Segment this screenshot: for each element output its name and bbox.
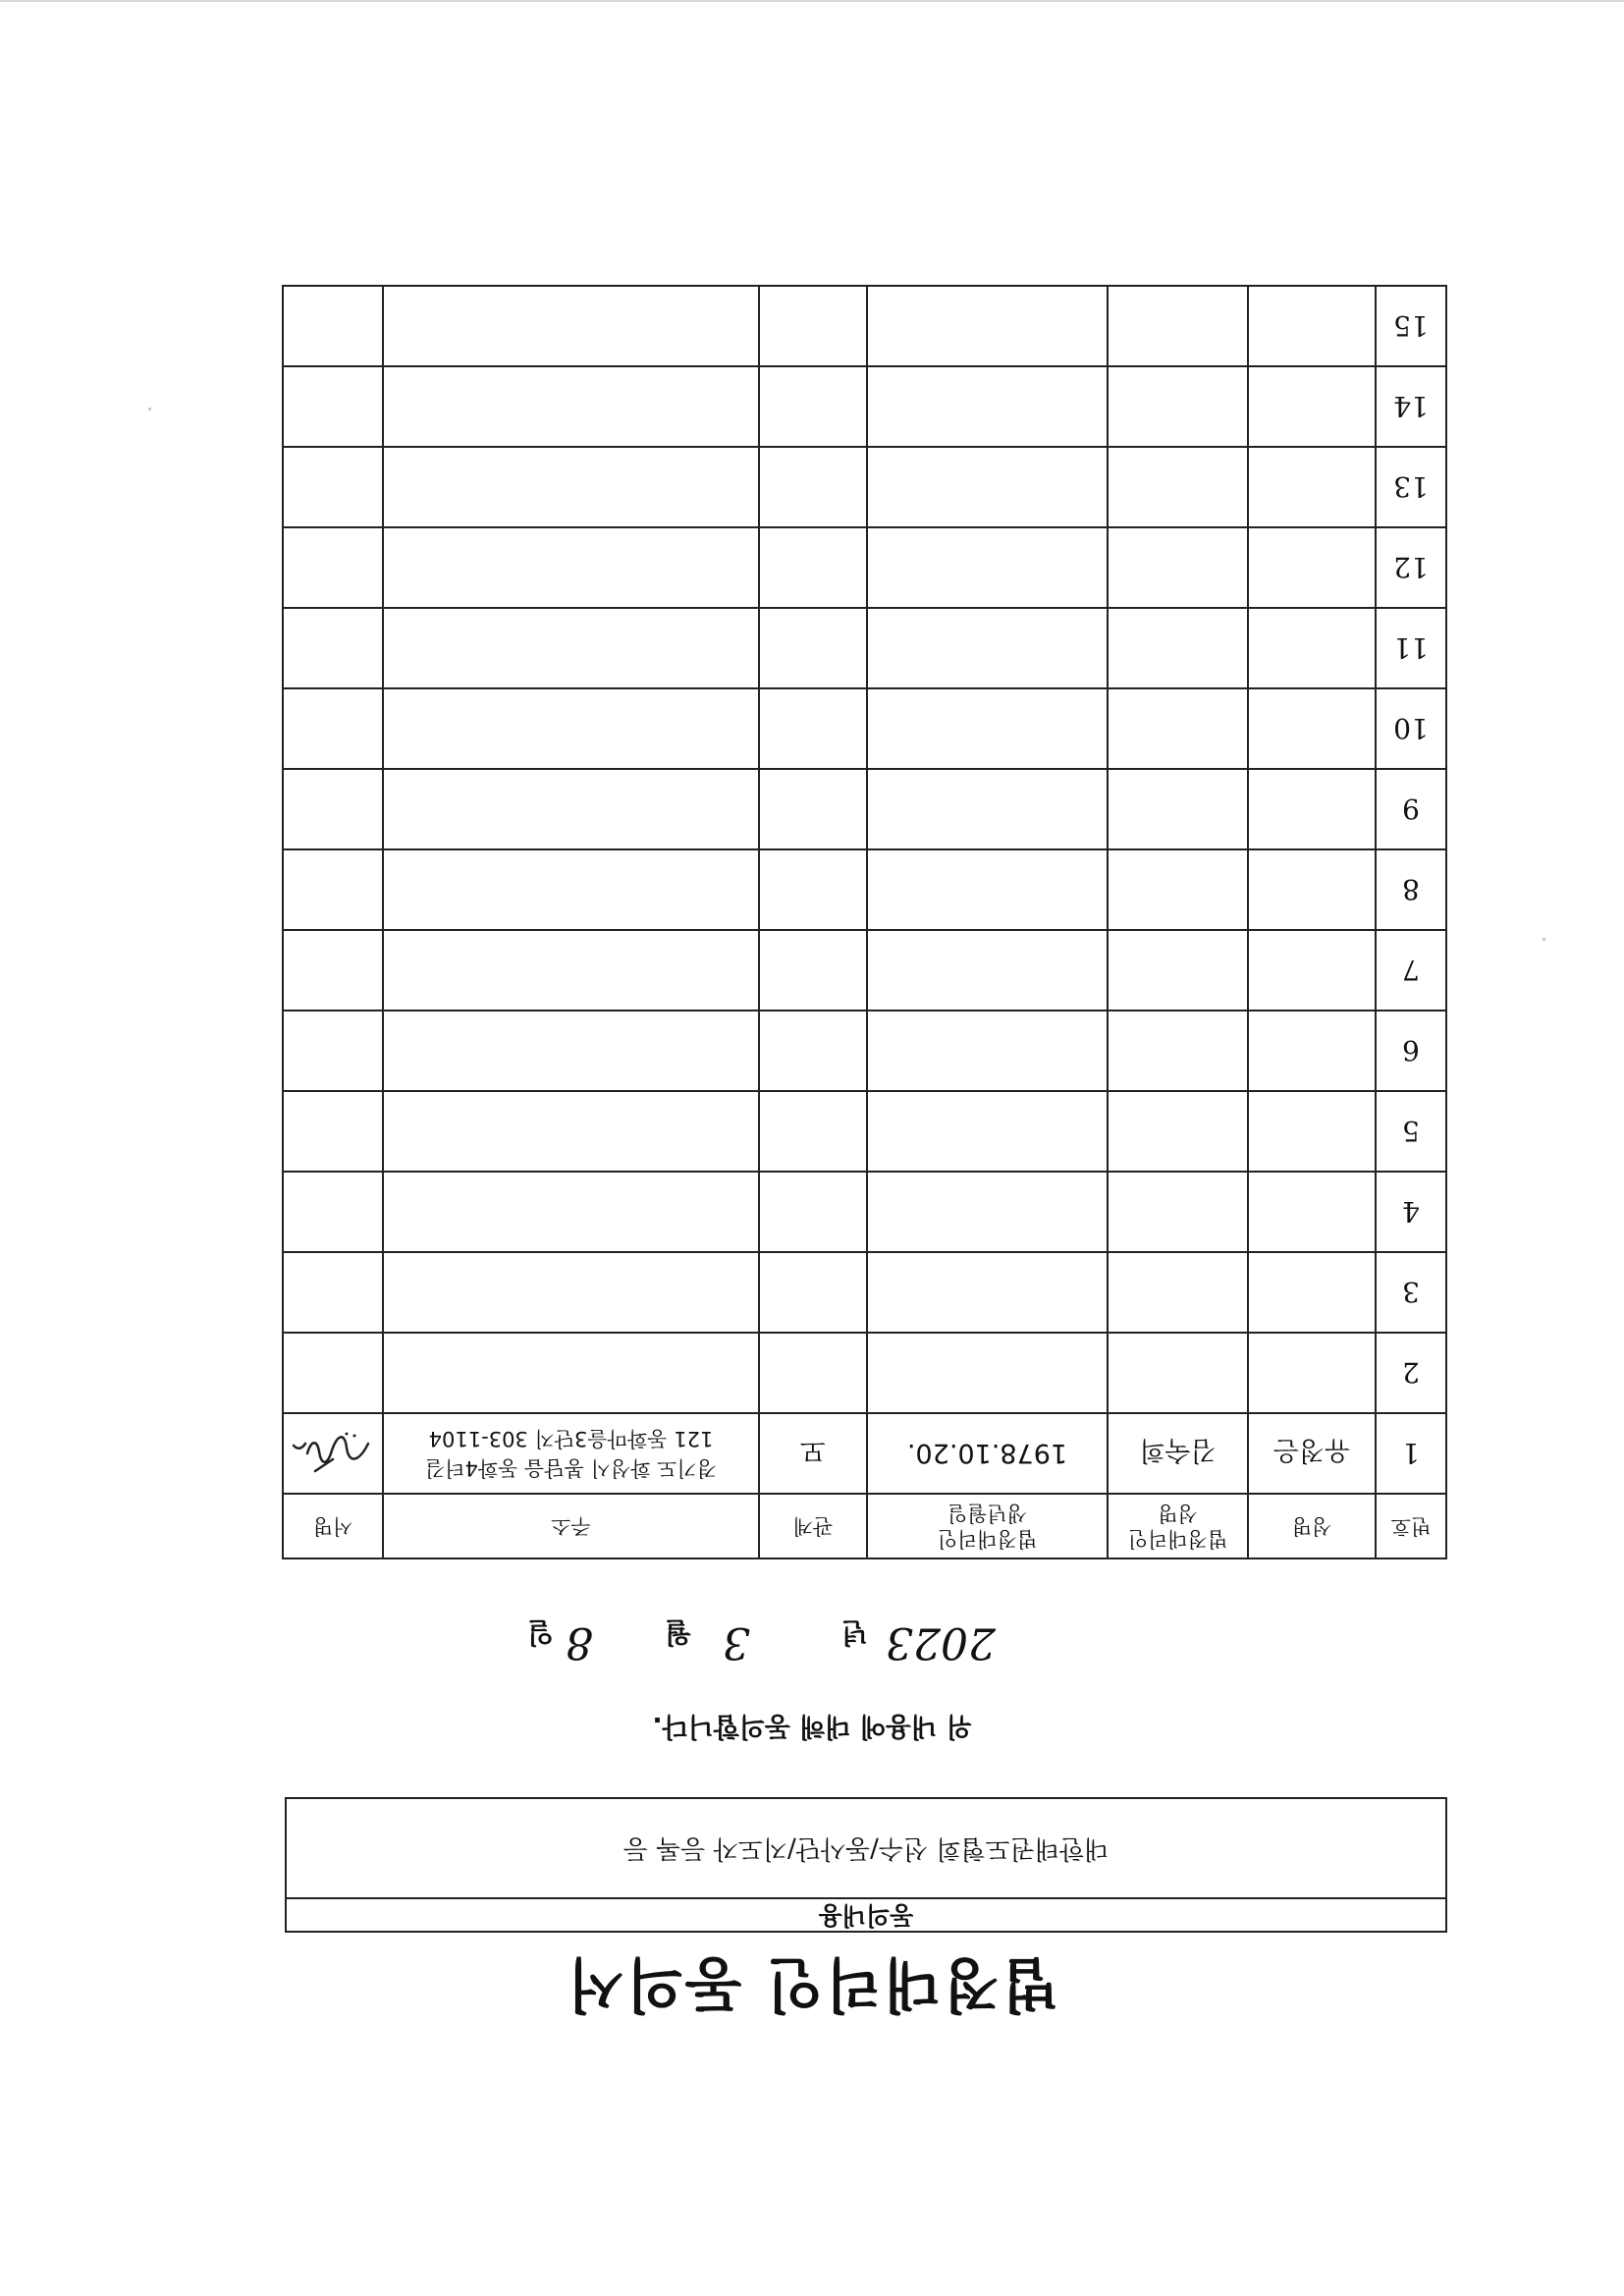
header-signature: 서명	[283, 1494, 383, 1558]
cell-no: 15	[1376, 286, 1446, 366]
cell-no: 3	[1376, 1252, 1446, 1333]
cell-name	[1248, 447, 1376, 527]
cell-signature	[283, 1091, 383, 1172]
cell-guardian-birth	[867, 527, 1108, 608]
cell-address	[383, 447, 759, 527]
cell-relation	[759, 1091, 867, 1172]
cell-name	[1248, 930, 1376, 1011]
cell-signature	[283, 286, 383, 366]
cell-no: 4	[1376, 1172, 1446, 1252]
cell-name	[1248, 1091, 1376, 1172]
cell-guardian-name	[1108, 930, 1248, 1011]
cell-no: 14	[1376, 366, 1446, 447]
cell-guardian-birth	[867, 769, 1108, 849]
header-no: 번호	[1376, 1494, 1446, 1558]
cell-guardian-birth	[867, 1333, 1108, 1413]
cell-guardian-name	[1108, 608, 1248, 688]
cell-address	[383, 1011, 759, 1091]
consent-box	[285, 1797, 1447, 1933]
cell-relation	[759, 849, 867, 930]
table-row	[283, 1011, 1446, 1091]
address-line1: 경기도 화성시 봉담읍 동화4터길	[424, 1456, 718, 1480]
cell-name	[1248, 1252, 1376, 1333]
table-body	[283, 286, 1446, 1494]
cell-address	[383, 286, 759, 366]
cell-guardian-birth: 1978.10.20.	[867, 1413, 1108, 1494]
cell-guardian-birth	[867, 1011, 1108, 1091]
header-guardian-birth	[867, 1494, 1108, 1558]
cell-name	[1248, 688, 1376, 769]
document-title: 법정대리인 동의서	[565, 1949, 1059, 2018]
cell-guardian-name	[1108, 849, 1248, 930]
cell-guardian-name	[1108, 1091, 1248, 1172]
cell-name	[1248, 769, 1376, 849]
table-row	[283, 688, 1446, 769]
cell-no: 10	[1376, 688, 1446, 769]
cell-guardian-name	[1108, 1011, 1248, 1091]
cell-relation	[759, 1011, 867, 1091]
cell-guardian-birth	[867, 366, 1108, 447]
cell-guardian-birth	[867, 930, 1108, 1011]
table-row	[283, 769, 1446, 849]
cell-address	[383, 366, 759, 447]
cell-no: 5	[1376, 1091, 1446, 1172]
cell-guardian-birth	[867, 1252, 1108, 1333]
cell-no: 13	[1376, 447, 1446, 527]
cell-relation	[759, 769, 867, 849]
cell-relation	[759, 608, 867, 688]
date-month: 3	[723, 1617, 750, 1667]
cell-guardian-birth	[867, 849, 1108, 930]
agreement-text: 위 내용에 대해 동의합니다.	[652, 1711, 972, 1741]
table-row	[283, 447, 1446, 527]
cell-signature	[283, 447, 383, 527]
header-guardian-birth-line1: 법정대리인	[937, 1527, 1038, 1551]
cell-guardian-birth	[867, 1091, 1108, 1172]
cell-signature	[283, 1413, 383, 1494]
cell-signature	[283, 849, 383, 930]
date-year: 2023	[886, 1617, 996, 1667]
cell-signature	[283, 930, 383, 1011]
cell-guardian-birth	[867, 447, 1108, 527]
header-name: 성명	[1248, 1494, 1376, 1558]
cell-signature	[283, 527, 383, 608]
table-row	[283, 1252, 1446, 1333]
table-row	[283, 527, 1446, 608]
header-guardian-name-line2: 성명	[1158, 1502, 1198, 1525]
cell-guardian-name	[1108, 527, 1248, 608]
cell-guardian-birth	[867, 608, 1108, 688]
scan-edge-line	[0, 0, 1624, 2]
cell-relation	[759, 1333, 867, 1413]
cell-relation	[759, 1252, 867, 1333]
table-header-row	[283, 1494, 1446, 1558]
cell-relation	[759, 1172, 867, 1252]
cell-name	[1248, 849, 1376, 930]
cell-address	[383, 849, 759, 930]
table-row	[283, 1333, 1446, 1413]
cell-signature	[283, 608, 383, 688]
cell-signature	[283, 688, 383, 769]
table-row	[283, 366, 1446, 447]
cell-no: 7	[1376, 930, 1446, 1011]
cell-address	[383, 1091, 759, 1172]
cell-signature	[283, 1172, 383, 1252]
date-day-unit: 일	[526, 1616, 554, 1649]
date-day: 8	[566, 1617, 593, 1667]
cell-relation	[759, 366, 867, 447]
cell-guardian-birth	[867, 688, 1108, 769]
cell-guardian-name	[1108, 1252, 1248, 1333]
cell-name	[1248, 1333, 1376, 1413]
table-row	[283, 1091, 1446, 1172]
cell-relation: 모	[759, 1413, 867, 1494]
header-guardian-name-line1: 법정대리인	[1127, 1527, 1228, 1551]
address-line2: 121 동화마을3단지 303-1104	[428, 1427, 714, 1450]
date-year-unit: 년	[840, 1616, 868, 1649]
cell-guardian-name	[1108, 1333, 1248, 1413]
cell-guardian-name	[1108, 1172, 1248, 1252]
cell-address	[383, 1172, 759, 1252]
cell-address	[383, 930, 759, 1011]
cell-no: 1	[1376, 1413, 1446, 1494]
cell-signature	[283, 1333, 383, 1413]
cell-guardian-birth	[867, 286, 1108, 366]
cell-name	[1248, 366, 1376, 447]
header-guardian-name	[1108, 1494, 1248, 1558]
table-row	[283, 930, 1446, 1011]
cell-name: 유정은	[1248, 1413, 1376, 1494]
cell-guardian-birth	[867, 1172, 1108, 1252]
cell-relation	[759, 286, 867, 366]
cell-relation	[759, 930, 867, 1011]
cell-guardian-name	[1108, 688, 1248, 769]
cell-relation	[759, 527, 867, 608]
cell-relation	[759, 688, 867, 769]
cell-guardian-name	[1108, 366, 1248, 447]
header-address: 주소	[383, 1494, 759, 1558]
table-row	[283, 1172, 1446, 1252]
cell-guardian-name	[1108, 447, 1248, 527]
cell-name	[1248, 527, 1376, 608]
cell-address	[383, 1413, 759, 1494]
table-row	[283, 1413, 1446, 1494]
table-row	[283, 286, 1446, 366]
cell-guardian-name	[1108, 769, 1248, 849]
cell-no: 9	[1376, 769, 1446, 849]
cell-name	[1248, 1172, 1376, 1252]
cell-address	[383, 1252, 759, 1333]
cell-signature	[283, 366, 383, 447]
header-relation: 관계	[759, 1494, 867, 1558]
cell-address	[383, 608, 759, 688]
header-guardian-birth-line2: 생년월일	[947, 1502, 1028, 1525]
date-month-unit: 월	[664, 1616, 691, 1649]
guardian-consent-table	[282, 285, 1447, 1559]
cell-name	[1248, 286, 1376, 366]
cell-signature	[283, 769, 383, 849]
cell-name	[1248, 608, 1376, 688]
cell-signature	[283, 1011, 383, 1091]
cell-address	[383, 769, 759, 849]
scan-speck	[1543, 938, 1545, 941]
cell-no: 12	[1376, 527, 1446, 608]
cell-name	[1248, 1011, 1376, 1091]
cell-no: 11	[1376, 608, 1446, 688]
cell-no: 8	[1376, 849, 1446, 930]
cell-no: 2	[1376, 1333, 1446, 1413]
cell-relation	[759, 447, 867, 527]
scan-speck	[148, 408, 151, 410]
consent-body: 대한태권도협회 선수/동사단/지도자 등록 등	[623, 1833, 1110, 1863]
consent-header: 동의내용	[287, 1897, 1445, 1931]
table-row	[283, 608, 1446, 688]
cell-signature	[283, 1252, 383, 1333]
cell-no: 6	[1376, 1011, 1446, 1091]
cell-address	[383, 688, 759, 769]
handwritten-signature	[288, 1424, 376, 1483]
table-row	[283, 849, 1446, 930]
cell-guardian-name: 김숙희	[1108, 1413, 1248, 1494]
cell-address	[383, 527, 759, 608]
cell-address	[383, 1333, 759, 1413]
date-row	[524, 1609, 996, 1667]
cell-guardian-name	[1108, 286, 1248, 366]
